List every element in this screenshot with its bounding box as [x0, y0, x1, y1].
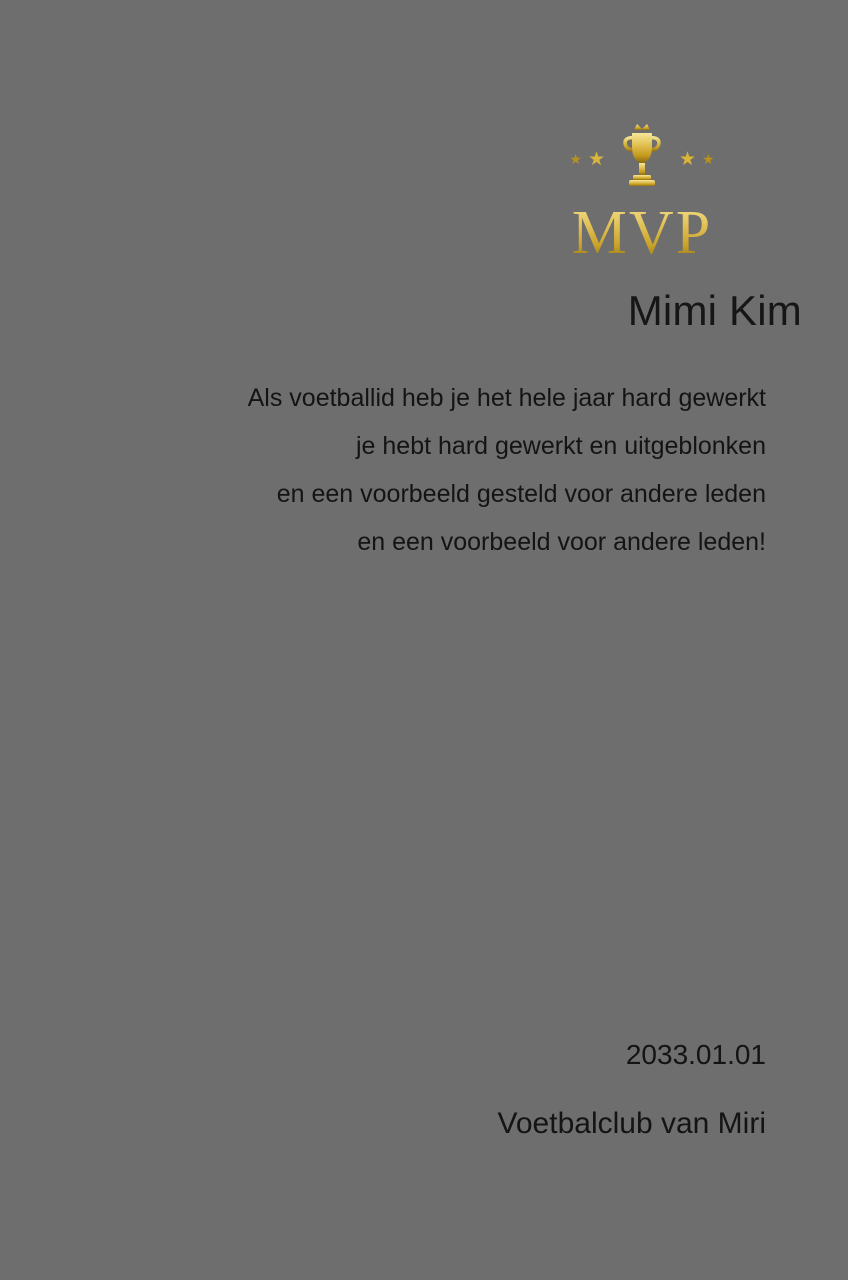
- citation-text: [80, 374, 766, 566]
- issuing-organization: Voetbalclub van Miri: [497, 1107, 766, 1140]
- award-title: MVP: [492, 202, 792, 264]
- award-emblem: [492, 118, 792, 267]
- issue-date: 2033.01.01: [625, 1039, 766, 1071]
- citation-line: Als voetballid heb je het hele jaar hard gewerkt: [247, 384, 766, 412]
- star-icon: ★: [587, 148, 605, 170]
- citation-line: en een voorbeeld gesteld voor andere leden: [276, 480, 766, 508]
- star-icon: ★: [702, 151, 715, 167]
- citation-line: en een voorbeeld voor andere leden!: [357, 528, 766, 556]
- trophy-icon: [613, 119, 671, 199]
- trophy-star-row: [492, 118, 792, 200]
- recipient-name: Mimi Kim: [627, 287, 802, 334]
- star-icon: ★: [569, 151, 582, 167]
- star-icon: ★: [679, 148, 697, 170]
- citation-line: je hebt hard gewerkt en uitgeblonken: [355, 432, 766, 460]
- certificate-footer: [498, 1038, 766, 1142]
